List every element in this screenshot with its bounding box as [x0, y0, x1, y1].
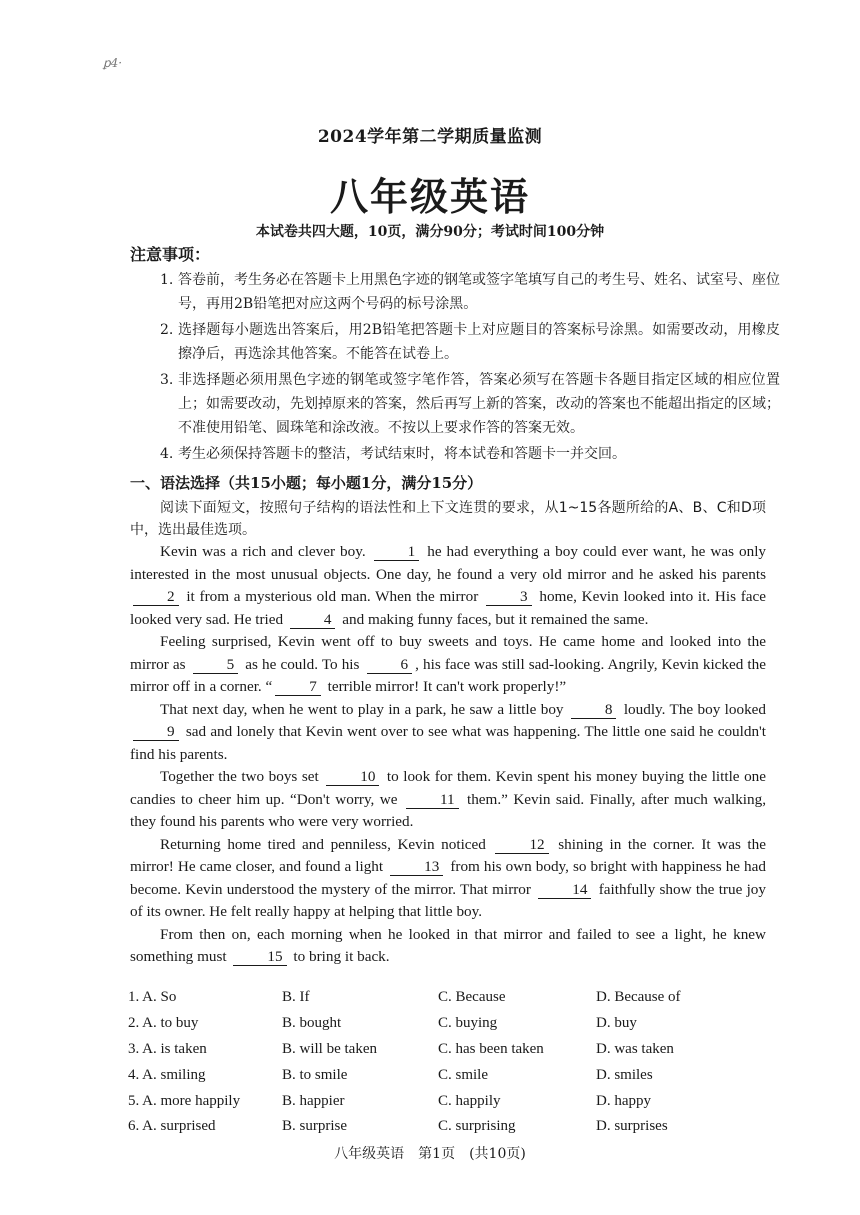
- notice-text: 选择题每小题选出答案后，用2B铅笔把答题卡上对应题目的答案标号涂黑。如需要改动，用橡皮擦净后，再选涂其他答案。不能答在试卷上。: [178, 322, 780, 362]
- passage-text: loudly. The boy looked: [619, 700, 766, 718]
- option-choice: 4. A. smiling: [128, 1066, 206, 1083]
- option-row: [128, 1114, 768, 1140]
- page-footer: 八年级英语 第1页 (共10页): [334, 1146, 526, 1162]
- option-choice: B. bought: [282, 1015, 342, 1032]
- notice-item: [160, 368, 780, 440]
- blank-number: 4: [290, 611, 336, 629]
- passage-text: and making funny faces, but it remained the same.: [338, 610, 649, 628]
- option-choice: 2. A. to buy: [128, 1015, 199, 1032]
- passage-paragraph: [130, 699, 766, 767]
- option-choice: B. will be taken: [282, 1040, 377, 1057]
- exam-title: 八年级英语: [329, 174, 530, 219]
- option-choice: D. was taken: [596, 1040, 674, 1057]
- passage-text: faithfully show the true joy of its owner. He felt really happy at helping that little boy.: [130, 880, 766, 920]
- blank-number: 10: [326, 768, 379, 786]
- passage-text: From then on, each morning when he looked in that mirror and failed to see a light, he knew something must: [130, 925, 766, 965]
- passage-text: them.” Kevin said. Finally, after much walking, they found his parents who were very worried.: [130, 790, 766, 830]
- option-row: [128, 1011, 768, 1037]
- option-choice: 1. A. So: [128, 989, 177, 1006]
- notice-number: 4.: [160, 446, 174, 462]
- option-choice: 3. A. is taken: [128, 1040, 207, 1057]
- blank-number: 9: [133, 723, 179, 741]
- passage-paragraph: [130, 834, 766, 924]
- passage-text: , his face was still sad-looking. Angrily, Kevin kicked the mirror off in a corner. “: [130, 655, 766, 695]
- notice-number: 3.: [160, 372, 174, 388]
- blank-number: 5: [193, 656, 239, 674]
- blank-number: 8: [571, 701, 617, 719]
- passage-text: from his own body, so bright with happiness he had become. Kevin understood the mystery of the mirror. That mirror: [130, 858, 766, 898]
- option-row: [128, 1088, 768, 1114]
- blank-number: 6: [367, 656, 413, 674]
- option-choice: D. happy: [596, 1092, 651, 1109]
- passage-text: terrible mirror! It can't work properly!”: [323, 678, 567, 695]
- passage-text: to bring it back.: [289, 948, 390, 965]
- blank-number: 3: [486, 588, 532, 606]
- passage-paragraph: [130, 541, 766, 631]
- blank-number: 1: [374, 543, 420, 561]
- section-instruction: 阅读下面短文，按照句子结构的语法性和上下文连贯的要求，从1~15各题所给的A、B、C和D项中，选出最佳选项。: [130, 500, 766, 538]
- blank-number: 7: [275, 678, 321, 696]
- passage: [130, 497, 766, 969]
- blank-number: 15: [233, 948, 286, 966]
- option-choice: D. surprises: [596, 1118, 668, 1135]
- blank-number: 11: [406, 791, 459, 809]
- corner-mark: ꝑ4·: [103, 56, 123, 70]
- option-row: [128, 1062, 768, 1088]
- passage-text: home, Kevin looked into it. His face looked very sad. He tried: [130, 588, 766, 628]
- blank-number: 14: [538, 881, 591, 899]
- passage-text: Returning home tired and penniless, Kevin noticed: [160, 835, 493, 853]
- option-choice: D. smiles: [596, 1066, 653, 1083]
- notice-number: 2.: [160, 322, 174, 338]
- passage-text: sad and lonely that Kevin went over to see what was happening. The little one said he couldn't find his parents.: [130, 723, 766, 763]
- option-choice: 5. A. more happily: [128, 1092, 241, 1109]
- blank-number: 12: [495, 836, 548, 854]
- option-choice: B. surprise: [282, 1118, 347, 1135]
- passage-paragraph: [130, 766, 766, 834]
- option-row: [128, 1037, 768, 1063]
- option-choice: C. has been taken: [438, 1040, 544, 1057]
- passage-text: as he could. To his: [241, 655, 364, 673]
- notice-item: [160, 318, 780, 366]
- notice-list: [160, 268, 780, 468]
- option-choice: D. Because of: [596, 989, 681, 1006]
- notice-text: 答卷前，考生务必在答题卡上用黑色字迹的钢笔或签字笔填写自己的考生号、姓名、试室号、座位号，再用2B铅笔把对应这两个号码的标号涂黑。: [178, 272, 780, 312]
- option-choice: C. happily: [438, 1092, 501, 1109]
- passage-text: Together the two boys set: [160, 768, 324, 785]
- blank-number: 13: [390, 858, 443, 876]
- passage-text: shining in the corner. It was the mirror! He came closer, and found a light: [130, 835, 766, 875]
- options-table: [128, 985, 768, 1140]
- option-choice: C. smile: [438, 1066, 489, 1083]
- passage-paragraph: [130, 924, 766, 969]
- blank-number: 2: [133, 588, 179, 606]
- notice-heading: 注意事项：: [130, 245, 211, 264]
- option-choice: B. If: [282, 989, 310, 1006]
- passage-text: it from a mysterious old man. When the mirror: [181, 588, 484, 605]
- notice-item: [160, 442, 780, 466]
- passage-text: to look for them. Kevin spent his money buying the little one candies to cheer him up. “Don't worry, we: [130, 768, 766, 808]
- passage-text: Feeling surprised, Kevin went off to buy sweets and toys. He came home and looked into the mirror as: [130, 633, 766, 673]
- exam-subtitle: 2024学年第二学期质量监测: [317, 127, 543, 147]
- option-choice: 6. A. surprised: [128, 1118, 216, 1135]
- notice-text: 非选择题必须用黑色字迹的钢笔或签字笔作答，答案必须写在答题卡各题目指定区域的相应位置上；如需要改动，先划掉原来的答案，然后再写上新的答案，改动的答案也不能超出指定的区域；不准使用铅笔、圆珠笔和涂改液。不按以上要求作答的答案无效。: [178, 372, 780, 436]
- option-row: [128, 985, 768, 1011]
- passage-paragraph: [130, 631, 766, 699]
- exam-info: 本试卷共四大题，10页，满分90分；考试时间100分钟: [255, 224, 605, 240]
- option-choice: C. buying: [438, 1015, 498, 1032]
- passage-text: That next day, when he went to play in a park, he saw a little boy: [160, 700, 568, 718]
- option-choice: B. happier: [282, 1092, 345, 1109]
- option-choice: C. surprising: [438, 1118, 516, 1135]
- option-choice: D. buy: [596, 1015, 637, 1032]
- option-choice: B. to smile: [282, 1066, 348, 1083]
- passage-text: he had everything a boy could ever want, he was only interested in the most unusual objects. One day, he found a very old mirror and he asked his parents: [130, 543, 767, 583]
- notice-item: [160, 268, 780, 316]
- passage-text: Kevin was a rich and clever boy.: [160, 543, 371, 560]
- section-heading: 一、语法选择（共15小题；每小题1分，满分15分）: [130, 474, 483, 492]
- notice-text: 考生必须保持答题卡的整洁，考试结束时，将本试卷和答题卡一并交回。: [178, 446, 626, 462]
- option-choice: C. Because: [438, 989, 506, 1006]
- notice-number: 1.: [160, 272, 174, 288]
